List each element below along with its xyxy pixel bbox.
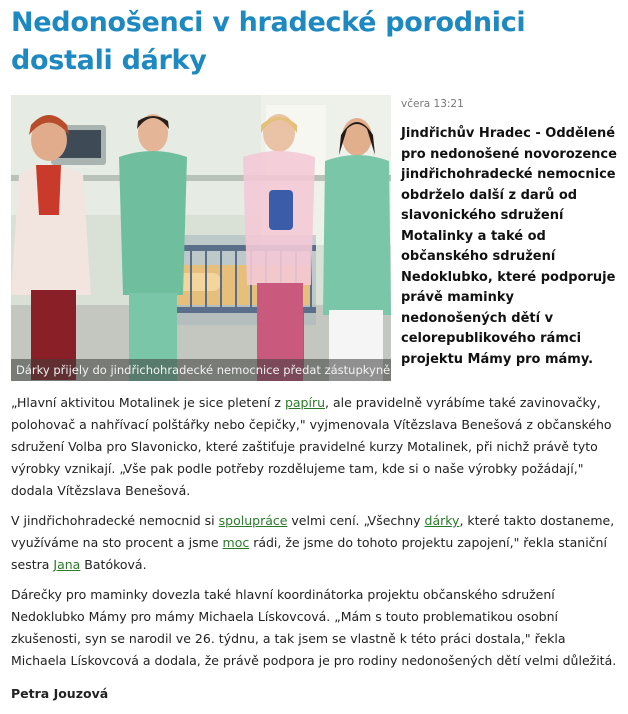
author-name: Petra Jouzová (11, 686, 109, 701)
paragraph-1 (11, 392, 619, 502)
paragraph-text: Batóková. (80, 557, 147, 572)
keyword-link-jana[interactable]: Jana (53, 557, 81, 572)
paragraph-text: velmi cení. „Všechny (287, 513, 425, 528)
keyword-link-moc[interactable]: moc (222, 535, 250, 550)
paragraph-text: , které takto dostaneme, využíváme na sto procent a jsme (11, 513, 615, 550)
paragraph-2 (11, 510, 619, 576)
paragraph-3: Dárečky pro maminky dovezla také hlavní koordinátorka projektu občanského sdružení Nedoklubko Mámy pro mámy Michaela Lískovcová. „Mám s touto problematikou osobní zkušenosti, syn se narodil ve 26. týdnu, a tak jsem se vlastně k této práci dostala," řekla Michaela Lískovcová a dodala, že právě podpora je pro rodiny nedonošených dětí velmi důležitá. (11, 587, 617, 668)
keyword-link-spoluprace[interactable]: spolupráce (218, 513, 288, 528)
paragraph-text: rádi, že jsme do tohoto projektu zapojení," řekla staniční sestra (11, 535, 607, 572)
photo-illustration (11, 95, 391, 381)
article-title: Nedonošenci v hradecké porodnici dostali dárky (11, 7, 526, 76)
paragraph-text: „Hlavní aktivitou Motalinek je sice pletení z (11, 395, 285, 410)
keyword-link-papiru[interactable]: papíru (284, 395, 326, 410)
paragraph-text: V jindřichohradecké nemocnid si (11, 513, 219, 528)
article-photo[interactable] (11, 95, 391, 381)
article-lead: Jindřichův Hradec - Oddělené pro nedonošené novorozence jindřichohradecké nemocnice obdrželo další z darů od slavonického sdružení Motalinky a také od občanského sdružení Nedoklubko, které podporuje právě maminky nedonošených dětí v celorepublikového rámci projektu Mámy pro mámy. (401, 126, 617, 367)
keyword-link-darky[interactable]: dárky (424, 513, 460, 528)
photo-caption: Dárky přijely do jindřichohradecké nemocnice předat zástupkyně (11, 359, 391, 381)
paragraph-text: , ale pravidelně vyrábíme také zavinovačky, polohovač a nahřívací polštářky nebo čepičky," vyjmenovala Vítězslava Benešová z občanského sdružení Volba pro Slavonicko, které zaštiťuje pravidelné kurzy Motalinek, při nichž právě tyto výrobky vznikají. „Vše pak podle potřeby rozdělujeme tam, kde si o naše výrobky požádají," dodala Vítězslava Benešová. (11, 395, 612, 498)
timestamp: včera 13:21 (401, 98, 464, 110)
